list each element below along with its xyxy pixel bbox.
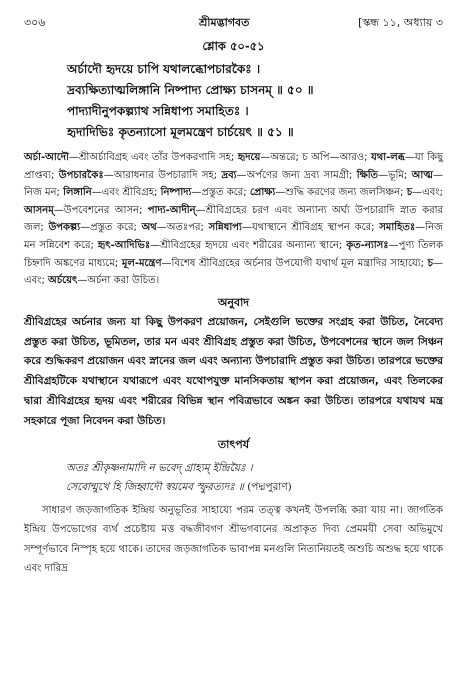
synonym-meaning: —প্রস্তুত করে; xyxy=(80,222,142,234)
synonym-word: আত্ম xyxy=(411,169,433,181)
synonym-meaning: —শ্রীবিগ্রহের চরণ এবং অন্যান্য অর্ঘ্য উপচারাদি স্নাত করার জল; xyxy=(24,204,443,234)
synonym-word: অর্চয়েৎ xyxy=(48,275,78,287)
synonym-word: মূল-মন্ত্রেণ xyxy=(121,257,162,269)
synonym-meaning: —যা কিছু প্রাপ্তব্য; xyxy=(24,152,443,181)
synonym-meaning: —অর্চনা করা উচিত। xyxy=(77,275,160,287)
synonym-meaning: —শ্রীঅর্চাবিগ্রহ এবং তাঁর উপকরণাদি সহ; xyxy=(68,152,238,163)
purport-quote xyxy=(24,459,443,497)
quote-line: অতঃ শ্রীকৃষ্ণনামাদি ন ভবেদ্ গ্রাহ্যম্ ইন্দ্রিয়ৈঃ । xyxy=(66,461,253,474)
synonym-word: ক্ষিতি xyxy=(356,169,379,181)
synonym-word: আসনম্ xyxy=(24,204,54,216)
synonym-word: যথা-লব্ধ xyxy=(370,152,405,163)
synonym-meaning: —এবং; xyxy=(412,187,443,199)
synonym-word: সন্নিধাপ্য xyxy=(208,222,242,234)
synonym-meaning: —নিজ মন সন্নিবেশ করে; xyxy=(24,222,443,251)
quote-line: সেবোন্মুখে হি জিহ্বাদৌ স্বয়মেব স্ফুরত্যদঃ ॥ xyxy=(66,480,244,493)
sanskrit-verse xyxy=(24,59,443,143)
verse-line: হৃদাদিভিঃ কৃতন্যাসো মূলমন্ত্রেণ চার্চয়েৎ ॥ ৫১ ॥ xyxy=(67,125,294,139)
synonym-meaning: —নিজ মন; xyxy=(24,169,443,199)
synonym-word: অথ xyxy=(141,222,157,234)
synonyms-paragraph xyxy=(24,149,443,290)
synonym-meaning: —শ্রীবিগ্রহের হৃদয়ে এবং শরীরের অন্যান্য স্থানে; xyxy=(150,239,347,251)
translation-text: শ্রীবিগ্রহের অর্চনার জন্য যা কিছু উপকরণ প্রয়োজন, সেইগুলি ভক্তের সংগ্রহ করা উচিত, নৈবেদ্য প্রস্তুত করা উচিত, ভূমিতল, তার মন এবং শ্রীবিগ্রহ প্রস্তুত করা উচিত, উপবেশনের স্থানে জল সিঞ্চন করে শুদ্ধিকরণ প্রয়োজন এবং স্নানের জল এবং অন্যান্য উপচারাদি প্রস্তুত করা উচিত। তারপরে ভক্তের শ্রীবিগ্রহটিকে যথাস্থানে যথারূপে এবং যথোপযুক্ত মানসিকতায় স্থাপন করা প্রয়োজন, এবং তিলকের দ্বারা শ্রীবিগ্রহের হৃদয় এবং শরীরের বিভিন্ন স্থান পবিত্রভাবে অঙ্কন করা উচিত। তারপরে যথাযথ মন্ত্র সহকারে পূজা নিবেদন করা উচিত। xyxy=(24,315,443,427)
verse-line: পাদ্যাদীনুপকল্প্যাথ সন্নিধাপ্য সমাহিতঃ । xyxy=(67,104,249,118)
quote-line-with-source xyxy=(66,478,443,497)
synonym-meaning: —ভূমি; xyxy=(378,169,412,181)
translation-heading: অনুবাদ xyxy=(217,295,250,309)
synonym-meaning: —উপবেশনের আসন; xyxy=(53,204,148,216)
synonym-meaning: —বিশেষ শ্রীবিগ্রহের অর্চনার উপযোগী যথার্থ মূল মন্ত্রাদির সাহায্যে; xyxy=(161,257,428,269)
synonym-meaning: —আরাধনার উপচারাদি সহ; xyxy=(103,169,222,181)
page-number: ৩০৬ xyxy=(24,16,46,29)
verse-line: অর্চাদৌ হৃদয়ে চাপি যথালব্ধোপচারকৈঃ । xyxy=(67,62,261,76)
purport-text: সাধারণ জড়জাগতিক ইন্দ্রিয় অনুভূতির সাহায্যে পরম তত্ত্ব কখনই উপলব্ধি করা যায় না। জাগতিক ইন্দ্রিয় উপভোগের ব্যর্থ প্রচেষ্টায় মত্ত বদ্ধজীবগণ শ্রীভগবানের অপ্রাকৃত দিব্য প্রেমময়ী সেবা অভিমুখে সম্পূর্ণভাবে নিস্পৃহ হয়ে থাকে। তাদের জড়জাগতিক ভাবাপন্ন মনগুলি নিত্যনিয়তই অশুচি অশুদ্ধ হয়ে থাকে এবং দারিদ্র xyxy=(24,504,443,575)
synonym-meaning: —অতঃপর; xyxy=(156,222,209,234)
synonym-word: নিষ্পাদ্য xyxy=(160,187,192,199)
synonym-word: চ xyxy=(427,257,433,269)
synonym-word: লিঙ্গানি xyxy=(63,187,92,199)
purport-heading: তাৎপর্য xyxy=(217,437,250,451)
synonym-word: প্রোক্ষ্য xyxy=(249,187,276,199)
synonym-meaning: —এবং; xyxy=(24,257,443,287)
synonym-word: হৃৎ-আদিভিঃ xyxy=(97,239,151,251)
synonym-word: চ xyxy=(406,187,413,199)
synonym-word: অর্চা-আদৌ xyxy=(24,152,69,163)
synonym-meaning: —অর্পণের জন্য দ্রব্য সামগ্রী; xyxy=(236,169,357,181)
synonym-meaning: —পুণ্য তিলক চিহ্নাদি অঙ্কণের মাধ্যমে; xyxy=(24,239,443,269)
page-header xyxy=(24,0,443,32)
synonym-word: সমাহিতঃ xyxy=(379,222,416,234)
verse-line: দ্রব্যক্ষিত্যাত্মলিঙ্গানি নিষ্পাদ্য প্রোক্ষ্য চাসনম্ ॥ ৫০ ॥ xyxy=(67,83,314,97)
book-title: শ্রীমদ্ভাগবত xyxy=(199,16,250,29)
synonym-meaning: —যথাস্থানে শ্রীবিগ্রহ স্থাপন করে; xyxy=(241,222,380,234)
synonym-word: দ্রব্য xyxy=(221,169,237,181)
synonym-word: উপচারকৈঃ xyxy=(58,169,104,181)
sloka-heading: শ্লোক ৫০-৫১ xyxy=(202,39,265,53)
synonym-meaning: —শুদ্ধি করণের জন্য জলসিঞ্চন; xyxy=(275,187,407,199)
synonym-meaning: —এবং শ্রীবিগ্রহ; xyxy=(91,187,161,199)
quote-source: (পদ্মপুরাণ) xyxy=(247,480,292,493)
synonym-word: কৃত-ন্যাসঃ xyxy=(346,239,389,251)
synonym-meaning: —অন্তরে; চ অপি—আরও; xyxy=(260,152,371,163)
synonym-word: উপকল্প্য xyxy=(48,222,81,234)
chapter-reference: [স্কন্ধ ১১, অধ্যায় ৩ xyxy=(358,16,443,29)
synonym-word: পাদ্য-আদীন্ xyxy=(147,204,196,216)
synonym-meaning: —প্রস্তুত করে; xyxy=(191,187,250,199)
synonym-word: হৃদয়ে xyxy=(237,152,261,163)
